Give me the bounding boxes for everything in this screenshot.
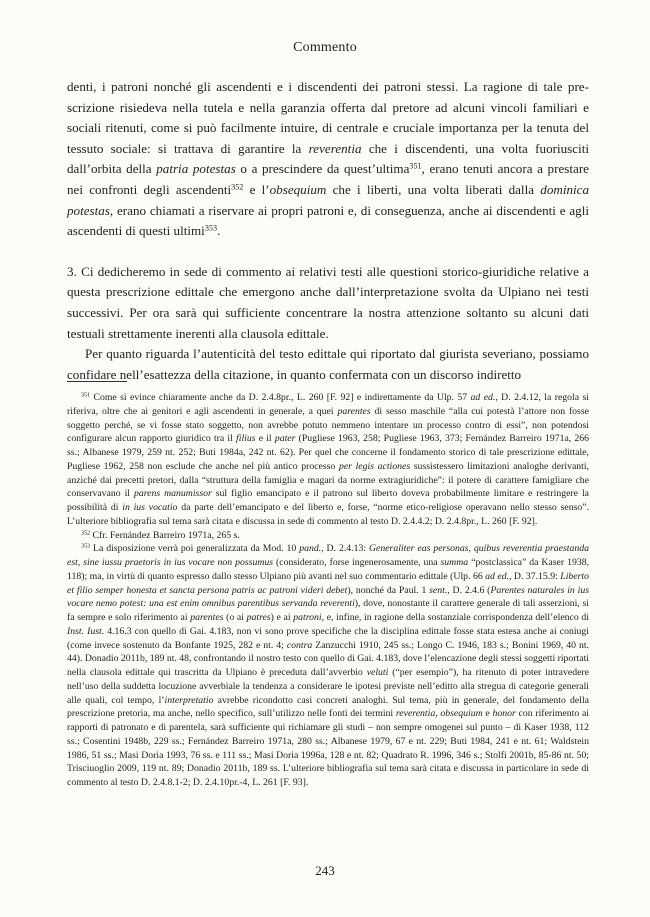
note-marker: 351 (409, 161, 422, 171)
italic-run: veluti (366, 667, 389, 678)
text-run: e l’ (243, 181, 270, 197)
text-run: ), dove, nonostante il carattere generale di tali asserzioni, si fa sempre e solo riferimento ai (67, 598, 589, 623)
italic-run: Liberto et filio semper honesta et sancta persona patris ac patroni videri debet (67, 570, 590, 596)
italic-run: reverentia (308, 140, 362, 156)
text-run: . (217, 223, 221, 239)
italic-run: contra (286, 639, 313, 651)
note-marker: 353 (204, 223, 217, 233)
italic-run: Generaliter eas personas, quibus reverentia praestanda est, sine iussu praetoris in ius vocare non possumus (67, 543, 590, 568)
italic-run: patres (246, 612, 271, 623)
text-run: La disposizione verrà poi generalizzata da Mod. 10 (90, 543, 300, 555)
text-run: avrebbe ricondotto casi concreti analoghi. Sul tema, più in generale, del fondamento della prescrizione pretoria, ma anche, nello specifico, sull’utilizzo nelle fonti dei termini (67, 694, 590, 720)
text-run: (“per esempio”), ha ritenuto di poter intravedere nell’uso della suddetta locuzione avverbiale la tendenza a considerare le ipotesi previste nell’editto alla stregua di categorie generali alle quali, col tempo, l’ (67, 667, 589, 706)
page-number: 243 (315, 863, 335, 878)
body-paragraph (67, 344, 589, 385)
body-paragraph (67, 262, 589, 344)
note-marker: 352 (81, 530, 91, 537)
italic-run: filius (236, 433, 256, 445)
text-run: 3. Ci dedicheremo in sede di commento ai relativi testi alle questioni storico-giuridiche relative a questa prescrizione edittale che emergono anche dall’interpretazione svolta da Ulpiano nei testi successivi. Per ora sarà qui sufficiente concentrare la nostra attenzione soltanto su alcuni dati testuali strettamente inerenti alla clausola edittale. (67, 263, 589, 341)
italic-run: honor (492, 708, 516, 720)
body-text (67, 77, 589, 385)
text-run: , D. 2.4.13: (321, 543, 369, 555)
italic-run: patria potestas (156, 161, 236, 177)
text-run: Cfr. Fernández Barreiro 1971a, 265 s. (90, 529, 240, 541)
text-run: (considerato, forse ingenerosamente, una (273, 557, 441, 568)
text-run: e il (255, 433, 275, 445)
footnote-351 (67, 391, 589, 529)
text-run: 4.16.3 con quello di Gai. 4.183, non vi sono prove specifiche che la disciplina edittale fosse stata estesa anche ai coniugi (come invece sostenuto da Bonfante 1925, 282 e nt. 4; (67, 625, 590, 651)
italic-run: obsequium (269, 181, 327, 197)
text-run: denti, i patroni nonché gli ascendenti e i discendenti dei patroni stessi. La ragione di tale prescrizione risiedeva nella tutela e nella garanzia offerta dal pretore ad alcuni vincoli familiari e sociali ritenuti, come si può facilmente intuire, di centrale e cruciale importanza per la tenuta del tessuto sociale: si trattava di garantire la (67, 79, 589, 156)
text-run: Per quanto riguarda l’autenticità del testo edittale qui riportato dal giurista severiano, possiamo confidare nell’esattezza della citazione, in quanto confermata con un discorso indiretto (67, 346, 589, 382)
text-run: , erano chiamati a riservare ai propri patroni e, di conseguenza, anche ai discendenti e agli ascendenti di questi ultimi (67, 202, 589, 239)
running-head: Commento (293, 40, 357, 55)
text-run: Come si evince chiaramente anche da D. 2.4.8pr., L. 260 [F. 92] e indirettamente da Ulp. 57 (90, 392, 471, 403)
text-run: sussistessero limitazioni analoghe derivanti, anziché dai precetti pretori, dalla “struttura della famiglia e magari da norme extragiuridiche”: il potere di carattere famigliare che conservavano il (67, 460, 589, 500)
italic-run: reverentia, obsequium (395, 708, 483, 720)
text-run: che i liberti, una volta liberati dalla (326, 181, 541, 197)
text-run: e (482, 708, 493, 720)
italic-run: parentes (190, 612, 224, 623)
italic-run: parens manumissor (133, 488, 212, 500)
text-run: di sesso maschile “alla cui potestà l’attore non fosse soggetto perché, se vi fosse stato soggetto, non avrebbe potuto nemmeno intentare un processo contro di essi”, non potendosi configurare alcun rapporto giuridico tra il (67, 405, 589, 445)
italic-run: dominica potestas (67, 181, 589, 218)
note-marker: 353 (81, 543, 91, 550)
footnote-353 (67, 542, 589, 790)
text-run: sul figlio emancipato e il patrono sul liberto doveva probabilmente limitare e restringere la possibilità di (67, 488, 589, 513)
italic-run: interpretatio (164, 694, 214, 706)
text-run: (o ai (223, 612, 247, 623)
text-run: ), nonché da Paul. 1 (347, 584, 430, 596)
footnotes (67, 391, 589, 790)
italic-run: pater (274, 433, 296, 445)
italic-run: summa (440, 557, 469, 568)
footnote-separator (67, 381, 127, 382)
text-run: ) e ai (270, 612, 294, 623)
text-run: da parte dell’emancipato e del liberto e, forse, “norme etico-religiose operavano nello stesso senso”. L’ulteriore bibliografia sul tema sarà citata e discussa in sede di commento al testo D. 2.4.4.2; D. 2.4.8pr., L. 260 [F. 92]. (67, 502, 590, 527)
text-run: Zanzucchi 1910, 245 ss.; Longo C. 1946, 183 s.; Bonini 1969, 40 nt. 44). Donadio 2011b, 189 nt. 48, confrontando il nostro testo con quello di Gai. 4.183, dove l’elencazione degli stessi soggetti riportati nella clausola edittale qui trascritta da Ulpiano è preceduta dall’avverbio (67, 639, 589, 678)
italic-run: sent. (429, 584, 448, 596)
text-run: con riferimento ai rapporti di patronato e di parentela, sarà sufficiente qui richiamare gli studi – non sempre omogenei sul punto – di Kaser 1938, 112 ss.; Cosentini 1948b, 229 ss.; Fernández Barreiro 1971a, 280 ss.; Albanese 1979, 67 e nt. 229; Buti 1984, 241 e nt. 61; Waldstein 1986, 51 ss.; Masi Doria 1993, 76 ss. e 111 ss.; Masi Doria 1996a, 128 e nt. 82; Quadrato R. 1996, 346 s.; Stolfi 2001b, 85-86 nt. 50; Trisciuoglio 2009, 119 nt. 89; Donadio 2011b, 189 ss. L’ulteriore bibliografia sul tema sarà citata e discussa in particolare in sede di commento al testo D. 2.4.8.1-2; D. 2.4.10pr.-4, L. 261 [F. 93]. (67, 708, 589, 788)
italic-run: ad ed. (470, 392, 496, 403)
text-run: (Pugliese 1963, 258; Pugliese 1963, 373; Fernández Barreiro 1971a, 266 ss.; Albanese 1979, 259 nt. 252; Buti 1984a, 242 nt. 62). Per quel che concerne il fondamento storico di tale prescrizione edittale, Pugliese 1962, 258 non esclude che anche nel più antico processo (67, 433, 590, 472)
text-run: “postclassica” da Kaser 1938, 118); ma, in virtù di quanto espresso dallo stesso Ulpiano più avanti nel suo commentario edittale (Ulp. 66 (67, 557, 590, 582)
note-marker: 352 (231, 182, 244, 192)
italic-run: Parentes naturales in ius vocare nemo potest: una est enim omnibus parentibus servanda reverenti (67, 584, 589, 610)
note-marker: 351 (81, 392, 91, 399)
italic-run: per legis actiones (338, 460, 411, 472)
italic-run: in ius vocatio (122, 502, 178, 513)
italic-run: Inst. Iust. (67, 625, 105, 637)
text-run: , D. 2.4.12, la regola si riferiva, oltre che ai genitori e agli ascendenti in generale, a quei (67, 392, 589, 417)
italic-run: parentes (337, 405, 371, 417)
body-paragraph (67, 77, 589, 242)
italic-run: pand. (299, 543, 322, 555)
text-run: , D. 37.15.9: (509, 570, 561, 582)
text-run: , e, infine, in ragione della sostanziale corrispondenza dell’elenco di (321, 612, 589, 623)
italic-run: ad ed. (485, 570, 510, 582)
text-run: , D. 2.4.6 ( (447, 584, 491, 596)
text-run: o a prescindere da quest’ultima (235, 161, 410, 177)
italic-run: patroni (293, 612, 322, 623)
text-run: che i discendenti, una volta fuoriusciti dall’orbita della (67, 140, 589, 177)
text-run: , erano tenuti ancora a prestare nei confronti degli ascendenti (67, 161, 589, 197)
footnote-352 (67, 529, 589, 543)
